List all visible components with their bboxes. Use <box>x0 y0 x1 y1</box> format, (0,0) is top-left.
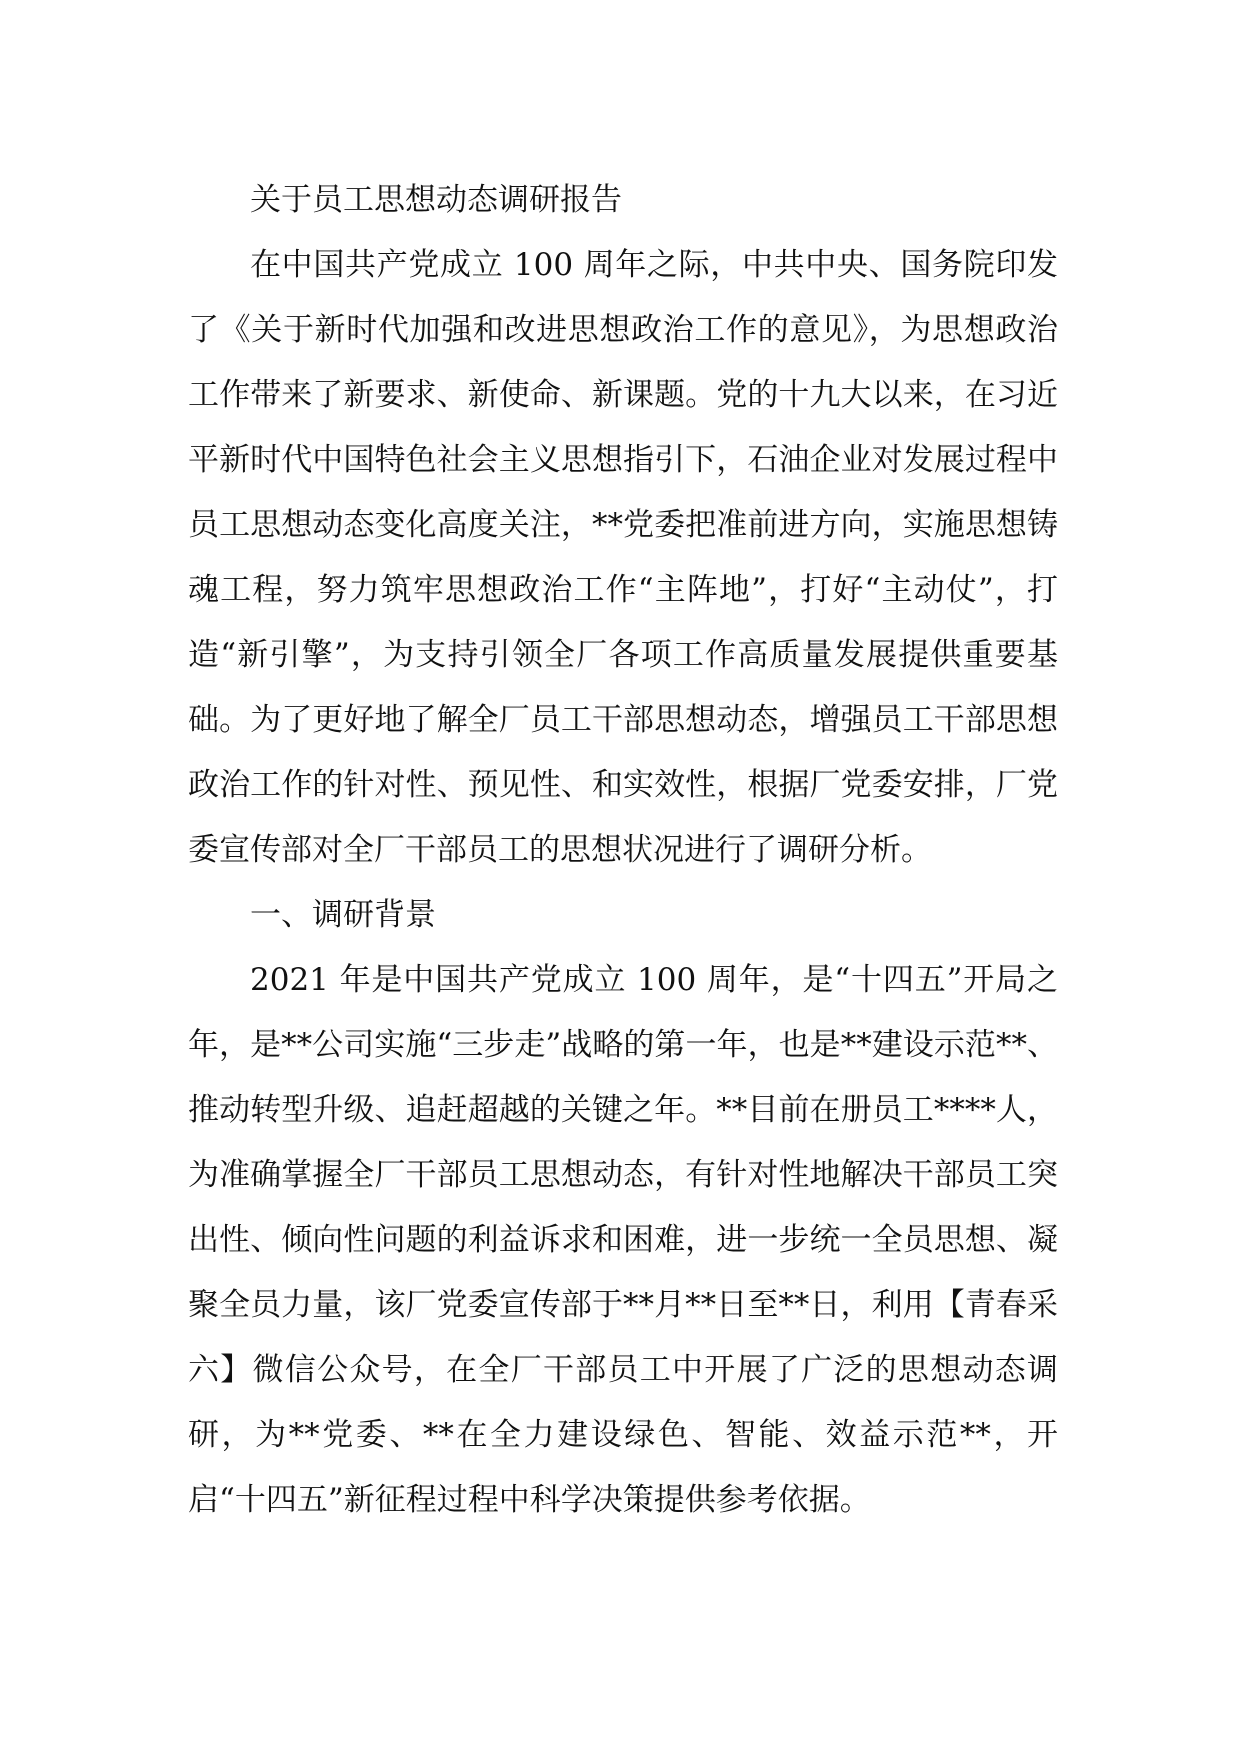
intro-paragraph: 在中国共产党成立 100 周年之际，中共中央、国务院印发了《关于新时代加强和改进思想政治工作的意见》，为思想政治工作带来了新要求、新使命、新课题。党的十九大以来，在习近平新时代中国特色社会主义思想指引下，石油企业对发展过程中员工思想动态变化高度关注，**党委把准前进方向，实施思想铸魂工程，努力筑牢思想政治工作“主阵地”，打好“主动仗”，打造“新引擎”，为支持引领全厂各项工作高质量发展提供重要基础。为了更好地了解全厂员工干部思想动态，增强员工干部思想政治工作的针对性、预见性、和实效性，根据厂党委安排，厂党委宣传部对全厂干部员工的思想状况进行了调研分析。 <box>188 247 1058 868</box>
background-paragraph: 2021 年是中国共产党成立 100 周年，是“十四五”开局之年，是**公司实施“三步走”战略的第一年，也是**建设示范**、推动转型升级、追赶超越的关键之年。**目前在册员工****人，为准确掌握全厂干部员工思想动态，有针对性地解决干部员工突出性、倾向性问题的利益诉求和困难，进一步统一全员思想、凝聚全员力量，该厂党委宣传部于**月**日至**日，利用【青春采六】微信公众号，在全厂干部员工中开展了广泛的思想动态调研，为**党委、**在全力建设绿色、智能、效益示范**，开启“十四五”新征程过程中科学决策提供参考依据。 <box>188 962 1058 1518</box>
document-body <box>188 168 1058 1533</box>
section-heading: 一、调研背景 <box>250 897 436 933</box>
document-title: 关于员工思想动态调研报告 <box>250 182 622 218</box>
